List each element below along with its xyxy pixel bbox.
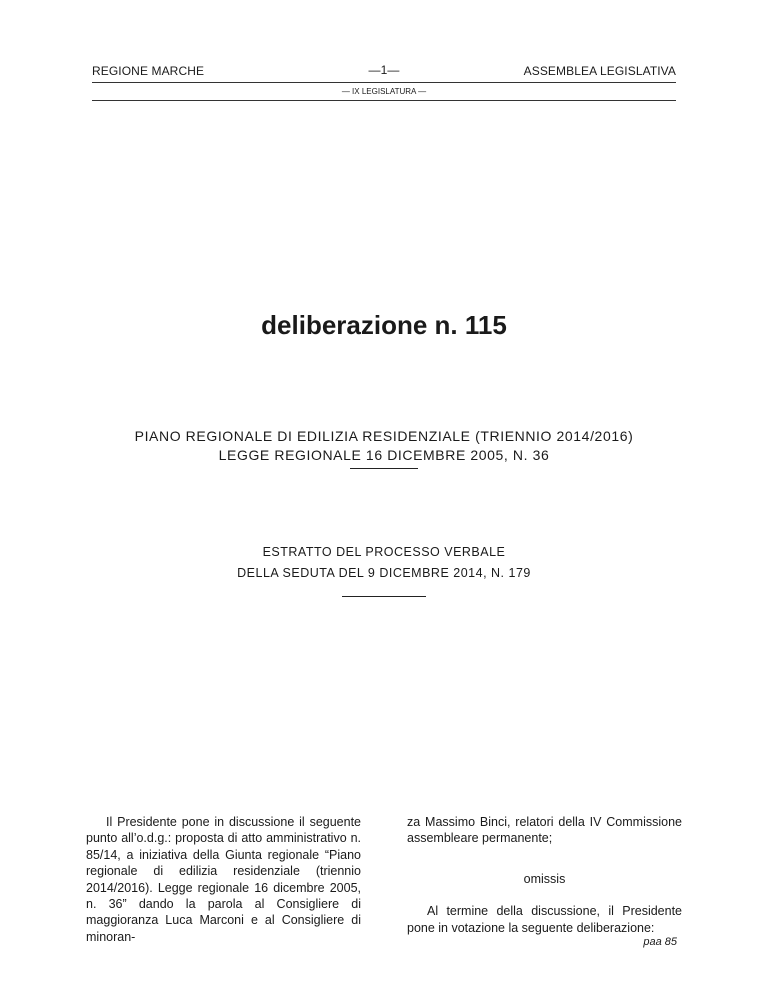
footer-page-label: paa 85 — [643, 936, 677, 948]
page-title: deliberazione n. 115 — [261, 310, 507, 340]
subject-line-2: LEGGE REGIONALE 16 DICEMBRE 2005, N. 36 — [218, 447, 550, 463]
body-closing: Al termine della discussione, il Presidente pone in votazione la seguente deliberazione: — [407, 904, 682, 935]
body-paragraph-right: za Massimo Binci, relatori della IV Commissione assembleare permanente; — [407, 815, 682, 846]
header-rule — [92, 82, 676, 83]
body-paragraph-left: Il Presidente pone in discussione il seguente punto all’o.d.g.: proposta di atto amministrativo n. 85/14, a iniziativa della Giunta regionale “Piano regionale di edilizia residenziale (triennio 2014/2016). Legge regionale 16 dicembre 2005, n. 36” dando la parola al Consigliere di maggioranza Luca Marconi e al Consigliere di minoran- — [86, 815, 361, 944]
subheader-rule — [92, 100, 676, 101]
header-page-number: —1— — [368, 63, 400, 77]
subject-line-1: PIANO REGIONALE DI EDILIZIA RESIDENZIALE (TRIENNIO 2014/2016) — [134, 428, 634, 444]
header-region: REGIONE MARCHE — [92, 64, 205, 78]
header-assembly: ASSEMBLEA LEGISLATIVA — [523, 64, 676, 78]
subject-divider — [350, 468, 418, 469]
body-right-column — [407, 814, 682, 936]
extract-divider — [342, 596, 426, 597]
extract-line-2: DELLA SEDUTA DEL 9 DICEMBRE 2014, N. 179 — [237, 566, 531, 580]
body-left-column — [86, 814, 361, 945]
extract-line-1: ESTRATTO DEL PROCESSO VERBALE — [262, 545, 506, 559]
omissis-label: omissis — [523, 871, 566, 886]
legislature-label: — IX LEGISLATURA — — [341, 87, 427, 96]
